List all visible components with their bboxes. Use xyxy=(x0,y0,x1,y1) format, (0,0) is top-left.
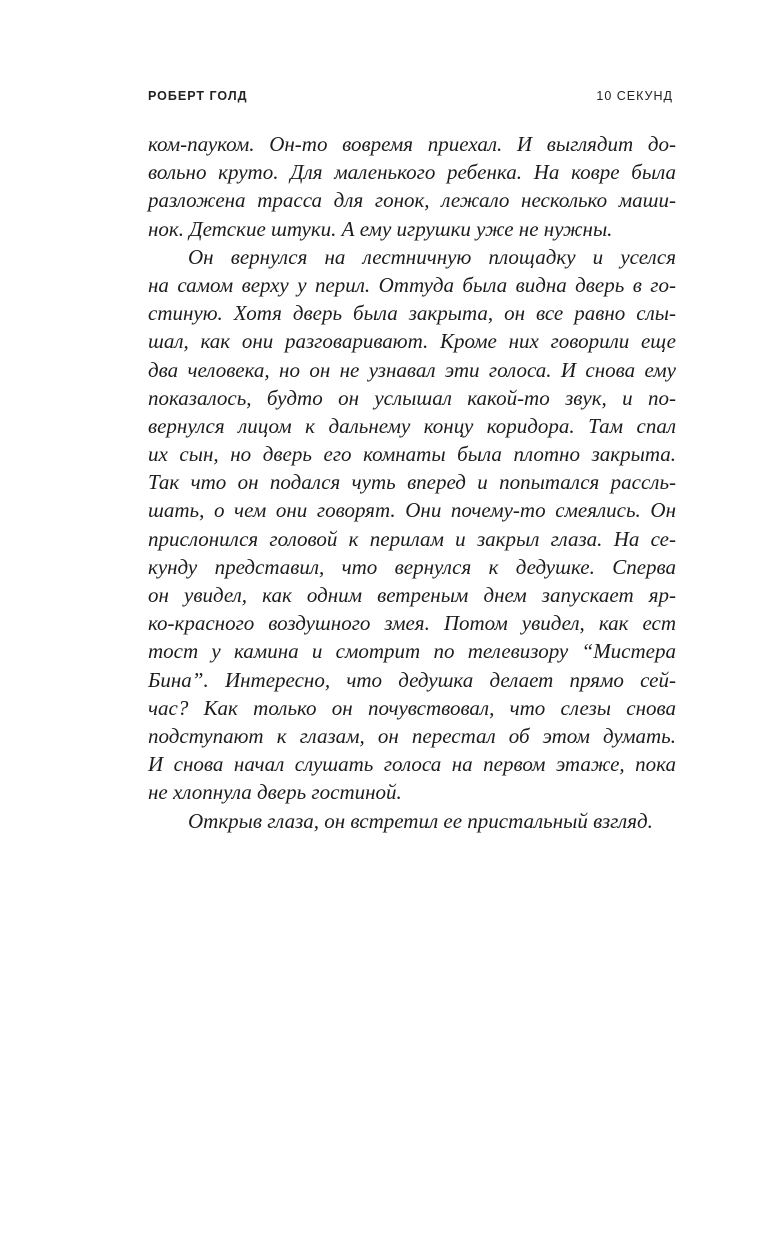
text-line: вернулся лицом к дальнему концу коридора. Там спал xyxy=(148,413,676,438)
text-line: нок. Детские штуки. А ему игрушки уже не нужны. xyxy=(148,216,613,241)
body-text xyxy=(148,130,676,835)
text-line: их сын, но дверь его комнаты была плотно закрыта. xyxy=(148,442,676,467)
text-line: вольно круто. Для маленького ребенка. На ковре была xyxy=(148,160,676,185)
text-line: на самом верху у перил. Оттуда была видна дверь в го- xyxy=(148,272,676,297)
text-line: Так что он подался чуть вперед и попытался рассль- xyxy=(148,470,676,495)
text-line: он увидел, как одним ветреным днем запускает яр- xyxy=(148,583,676,607)
text-line: показалось, будто он услышал какой-то звук, и по- xyxy=(148,385,676,410)
text-line: шал, как они разговаривают. Кроме них говорили еще xyxy=(148,329,676,354)
text-line: два человека, но он не узнавал эти голоса. И снова ему xyxy=(148,357,676,382)
text-line: И снова начал слушать голоса на первом этаже, пока xyxy=(148,752,676,777)
text-line: стиную. Хотя дверь была закрыта, он все равно слы- xyxy=(148,301,676,326)
text-line: кунду представил, что вернулся к дедушке. Сперва xyxy=(148,554,676,579)
author-name: РОБЕРТ ГОЛД xyxy=(148,89,248,103)
book-title: 10 СЕКУНД xyxy=(596,89,673,103)
running-head xyxy=(148,89,673,107)
text-line: Открыв глаза, он встретил ее пристальный взгляд. xyxy=(188,808,653,833)
text-line: прислонился головой к перилам и закрыл глаза. На се- xyxy=(148,526,676,551)
text-line: ко-красного воздушного змея. Потом увидел, как ест xyxy=(148,611,676,636)
text-line: ком-пауком. Он-то вовремя приехал. И выглядит до- xyxy=(148,132,676,156)
text-line: Он вернулся на лестничную площадку и уселся xyxy=(188,244,676,269)
text-line: разложена трасса для гонок, лежало несколько маши- xyxy=(148,188,676,213)
text-line: шать, о чем они говорят. Они почему-то смеялись. Он xyxy=(148,498,676,523)
text-line: тост у камина и смотрит по телевизору “Мистера xyxy=(148,639,676,664)
text-line: не хлопнула дверь гостиной. xyxy=(148,780,402,805)
text-line: час? Как только он почувствовал, что слезы снова xyxy=(148,695,676,720)
text-line: Бина”. Интересно, что дедушка делает прямо сей- xyxy=(148,667,676,692)
text-line: подступают к глазам, он перестал об этом думать. xyxy=(148,723,676,748)
